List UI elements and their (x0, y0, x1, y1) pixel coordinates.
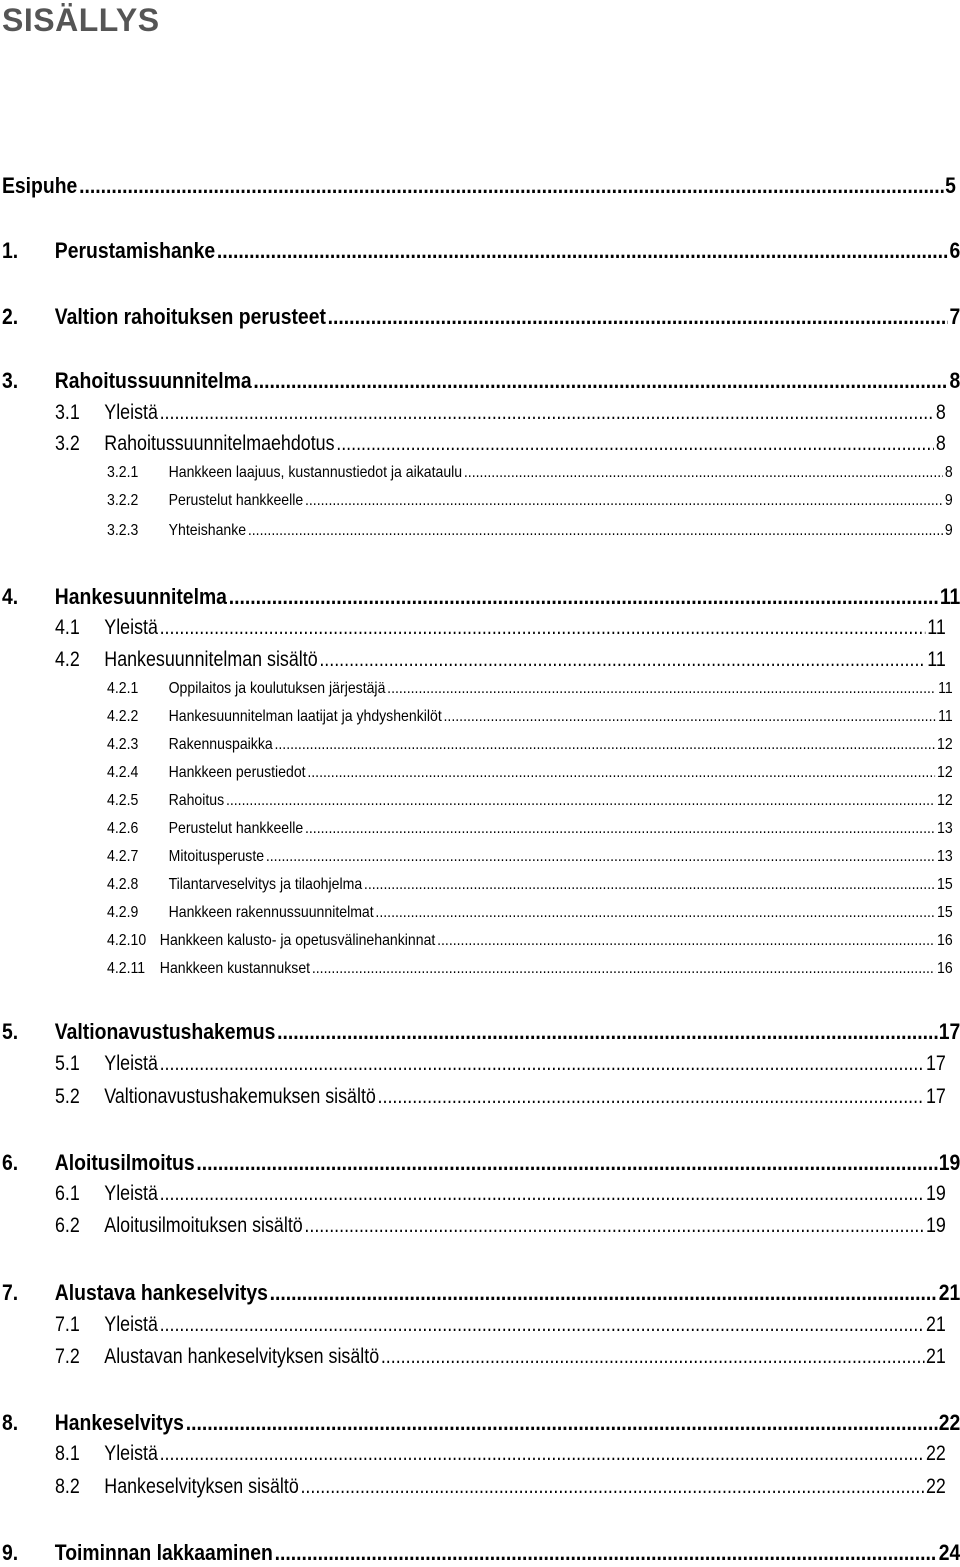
toc-leader-dots (305, 820, 935, 838)
toc-entry-number: 5.1 (55, 1052, 80, 1075)
toc-leader-dots (160, 1442, 925, 1466)
toc-entry-4-2-7[interactable] (107, 848, 953, 866)
toc-leader-dots (248, 522, 943, 540)
toc-page-number: 5 (945, 173, 956, 198)
toc-page-number: 11 (927, 616, 946, 639)
toc-page-number: 13 (937, 820, 953, 837)
toc-page-number: 22 (925, 1475, 946, 1498)
toc-page-number: 7 (949, 304, 960, 329)
toc-entry-number: 7.1 (55, 1313, 80, 1336)
toc-entry-number: 4.2.3 (107, 736, 139, 753)
toc-page-number: 17 (925, 1085, 946, 1108)
toc-entry-number: 3.1 (55, 401, 80, 424)
toc-entry-label: Tilantarveselvitys ja tilaohjelma (168, 876, 363, 893)
toc-entry-4-2-9[interactable] (107, 904, 953, 922)
toc-entry-label: Valtionavustushakemus (54, 1019, 276, 1044)
toc-leader-dots (253, 368, 947, 394)
toc-entry-number: 4.2.8 (107, 876, 139, 893)
toc-entry-number: 8.2 (55, 1475, 80, 1498)
toc-entry-3-2-3[interactable] (107, 522, 953, 540)
toc-entry-4-2[interactable] (55, 648, 946, 672)
toc-page-number: 16 (937, 932, 953, 949)
toc-leader-dots (464, 464, 943, 482)
toc-entry-number: 2. (2, 304, 19, 329)
toc-leader-dots (196, 1150, 937, 1176)
toc-entry-label: Aloitusilmoitus (54, 1150, 195, 1175)
toc-entry-4-2-6[interactable] (107, 820, 953, 838)
toc-entry-5-1[interactable] (55, 1052, 946, 1076)
toc-entry-label: Hankesuunnitelma (54, 584, 227, 609)
toc-entry-4-1[interactable] (55, 616, 946, 640)
toc-entry-label: Yhteishanke (168, 522, 247, 539)
toc-entry-number: 7. (2, 1280, 19, 1305)
toc-leader-dots (387, 680, 936, 698)
toc-entry-number: 1. (2, 238, 19, 263)
toc-leader-dots (217, 238, 948, 264)
toc-page-number: 8 (935, 432, 946, 455)
toc-entry-number: 5. (2, 1019, 19, 1044)
toc-page-number: 11 (938, 708, 953, 725)
toc-leader-dots (378, 1085, 925, 1109)
toc-entry-3-2-2[interactable] (107, 492, 953, 510)
toc-entry-7-1[interactable] (55, 1313, 946, 1337)
toc-entry-label: Valtionavustushakemuksen sisältö (104, 1085, 376, 1108)
toc-leader-dots (319, 648, 925, 672)
toc-entry-8[interactable] (2, 1410, 960, 1436)
toc-entry-number: 4. (2, 584, 19, 609)
toc-page-number: 17 (925, 1052, 946, 1075)
toc-entry-label: Yleistä (104, 1442, 158, 1465)
toc-entry-number: 5.2 (55, 1085, 80, 1108)
toc-leader-dots (160, 401, 935, 425)
toc-page-number: 8 (949, 368, 960, 393)
toc-entry-3-2[interactable] (55, 432, 946, 456)
toc-entry-4-2-5[interactable] (107, 792, 953, 810)
toc-entry-number: 6. (2, 1150, 19, 1175)
toc-page-number: 19 (925, 1182, 946, 1205)
toc-leader-dots (336, 432, 934, 456)
toc-leader-dots (437, 932, 935, 950)
toc-entry-label: Rahoitussuunnitelma (54, 368, 252, 393)
toc-leader-dots (304, 1214, 924, 1238)
toc-leader-dots (266, 848, 935, 866)
toc-entry-label: Perustelut hankkeelle (168, 492, 304, 509)
toc-page-number: 11 (938, 680, 953, 697)
toc-entry-number: 4.1 (55, 616, 80, 639)
toc-page-number: 8 (935, 401, 946, 424)
toc-entry-number: 3. (2, 368, 19, 393)
toc-leader-dots (364, 876, 935, 894)
toc-entry-2[interactable] (2, 304, 960, 330)
toc-leader-dots (375, 904, 935, 922)
toc-leader-dots (226, 792, 935, 810)
toc-page-number: 21 (938, 1280, 960, 1305)
toc-entry-number: 3.2.3 (107, 522, 139, 539)
toc-entry-5-2[interactable] (55, 1085, 946, 1109)
toc-leader-dots (277, 1019, 937, 1045)
toc-entry-7-2[interactable] (55, 1345, 946, 1369)
toc-entry-label: Hankkeen kustannukset (159, 960, 311, 977)
toc-entry-label: Hankkeen laajuus, kustannustiedot ja aikataulu (168, 464, 463, 481)
toc-entry-number: 4.2.1 (107, 680, 139, 697)
toc-page-number: 9 (944, 522, 953, 539)
toc-entry-label: Valtion rahoituksen perusteet (54, 304, 326, 329)
toc-leader-dots (381, 1345, 924, 1369)
toc-entry-4-2-8[interactable] (107, 876, 953, 894)
toc-entry-label: Aloitusilmoituksen sisältö (104, 1214, 303, 1237)
toc-entry-4-2-3[interactable] (107, 736, 953, 754)
toc-page-number: 6 (949, 238, 960, 263)
toc-leader-dots (270, 1280, 937, 1306)
toc-entry-number: 4.2.2 (107, 708, 139, 725)
toc-leader-dots (328, 304, 948, 330)
toc-entry-number: 9. (2, 1540, 19, 1565)
toc-entry-label: Hankkeen rakennussuunnitelmat (168, 904, 374, 921)
toc-entry-number: 4.2 (55, 648, 80, 671)
toc-page-number: 13 (937, 848, 953, 865)
toc-entry-4-2-10[interactable] (107, 932, 953, 950)
toc-page-number: 12 (937, 792, 953, 809)
toc-entry-6-1[interactable] (55, 1182, 946, 1206)
toc-entry-esipuhe[interactable] (2, 173, 956, 199)
toc-leader-dots (274, 736, 935, 754)
toc-page-number: 12 (937, 736, 953, 753)
toc-page-number: 24 (938, 1540, 960, 1565)
toc-page-number: 17 (938, 1019, 960, 1044)
toc-entry-label: Rahoitus (168, 792, 225, 809)
toc-page-number: 22 (938, 1410, 960, 1435)
toc-entry-label: Alustava hankeselvitys (54, 1280, 268, 1305)
toc-entry-number: 4.2.9 (107, 904, 139, 921)
toc-page-number: 11 (939, 584, 960, 609)
toc-entry-6[interactable] (2, 1150, 960, 1176)
toc-leader-dots (307, 764, 935, 782)
toc-entry-number: 7.2 (55, 1345, 80, 1368)
toc-leader-dots (305, 492, 943, 510)
toc-entry-3[interactable] (2, 368, 960, 394)
toc-entry-4-2-1[interactable] (107, 680, 953, 698)
toc-entry-label: Toiminnan lakkaaminen (54, 1540, 273, 1565)
toc-entry-number: 4.2.10 (107, 932, 147, 949)
toc-entry-label: Esipuhe (2, 173, 78, 198)
toc-leader-dots (229, 584, 938, 610)
toc-entry-number: 4.2.5 (107, 792, 139, 809)
toc-entry-number: 4.2.11 (107, 960, 146, 977)
toc-leader-dots (444, 708, 937, 726)
toc-entry-number: 3.2.1 (107, 464, 139, 481)
toc-entry-4-2-2[interactable] (107, 708, 953, 726)
toc-entry-label: Yleistä (104, 1313, 158, 1336)
toc-page-number: 21 (925, 1313, 946, 1336)
toc-page-number: 16 (937, 960, 953, 977)
toc-entry-label: Oppilaitos ja koulutuksen järjestäjä (168, 680, 386, 697)
toc-leader-dots (312, 960, 935, 978)
toc-entry-8-2[interactable] (55, 1475, 946, 1499)
toc-entry-8-1[interactable] (55, 1442, 946, 1466)
toc-entry-number: 4.2.6 (107, 820, 139, 837)
toc-page-number: 15 (937, 904, 953, 921)
toc-page-number: 11 (927, 648, 946, 671)
toc-leader-dots (300, 1475, 924, 1499)
toc-page-number: 12 (937, 764, 953, 781)
toc-entry-4-2-4[interactable] (107, 764, 953, 782)
toc-entry-label: Rahoitussuunnitelmaehdotus (104, 432, 335, 455)
toc-entry-number: 4.2.7 (107, 848, 139, 865)
toc-entry-label: Perustelut hankkeelle (168, 820, 304, 837)
toc-leader-dots (275, 1540, 937, 1566)
toc-leader-dots (160, 616, 926, 640)
toc-entry-label: Hankkeen kalusto- ja opetusvälinehankinnat (159, 932, 436, 949)
toc-entry-5[interactable] (2, 1019, 960, 1045)
toc-page-number: 19 (925, 1214, 946, 1237)
toc-entry-label: Rakennuspaikka (168, 736, 273, 753)
toc-entry-3-2-1[interactable] (107, 464, 953, 482)
toc-entry-number: 6.2 (55, 1214, 80, 1237)
toc-entry-label: Perustamishanke (54, 238, 216, 263)
toc-entry-label: Alustavan hankeselvityksen sisältö (104, 1345, 380, 1368)
toc-leader-dots (79, 173, 943, 199)
toc-leader-dots (160, 1313, 925, 1337)
toc-page-number: 19 (938, 1150, 960, 1175)
page-title: SISÄLLYS (2, 2, 160, 38)
toc-page-number: 21 (925, 1345, 946, 1368)
toc-entry-4[interactable] (2, 584, 960, 610)
toc-page-number: 15 (937, 876, 953, 893)
toc-entry-7[interactable] (2, 1280, 960, 1306)
toc-entry-label: Hankesuunnitelman sisältö (104, 648, 318, 671)
toc-entry-number: 3.2 (55, 432, 80, 455)
toc-entry-number: 6.1 (55, 1182, 80, 1205)
toc-entry-number: 8. (2, 1410, 19, 1435)
toc-entry-label: Hankeselvitys (54, 1410, 184, 1435)
toc-entry-label: Mitoitusperuste (168, 848, 265, 865)
toc-page-number: 8 (944, 464, 953, 481)
toc-page-number: 9 (944, 492, 953, 509)
toc-entry-label: Yleistä (104, 1052, 158, 1075)
toc-entry-6-2[interactable] (55, 1214, 946, 1238)
toc-leader-dots (160, 1052, 925, 1076)
toc-entry-label: Yleistä (104, 1182, 158, 1205)
toc-entry-number: 4.2.4 (107, 764, 139, 781)
toc-entry-label: Hankesuunnitelman laatijat ja yhdyshenkilöt (168, 708, 442, 725)
toc-entry-4-2-11[interactable] (107, 960, 953, 978)
toc-leader-dots (186, 1410, 937, 1436)
toc-entry-number: 3.2.2 (107, 492, 139, 509)
toc-entry-3-1[interactable] (55, 401, 946, 425)
toc-entry-1[interactable] (2, 238, 960, 264)
toc-leader-dots (160, 1182, 925, 1206)
toc-entry-label: Yleistä (104, 616, 158, 639)
toc-entry-9[interactable] (2, 1540, 960, 1566)
toc-entry-number: 8.1 (55, 1442, 80, 1465)
toc-page-number: 22 (925, 1442, 946, 1465)
toc-entry-label: Yleistä (104, 401, 158, 424)
toc-entry-label: Hankeselvityksen sisältö (104, 1475, 299, 1498)
toc-entry-label: Hankkeen perustiedot (168, 764, 306, 781)
